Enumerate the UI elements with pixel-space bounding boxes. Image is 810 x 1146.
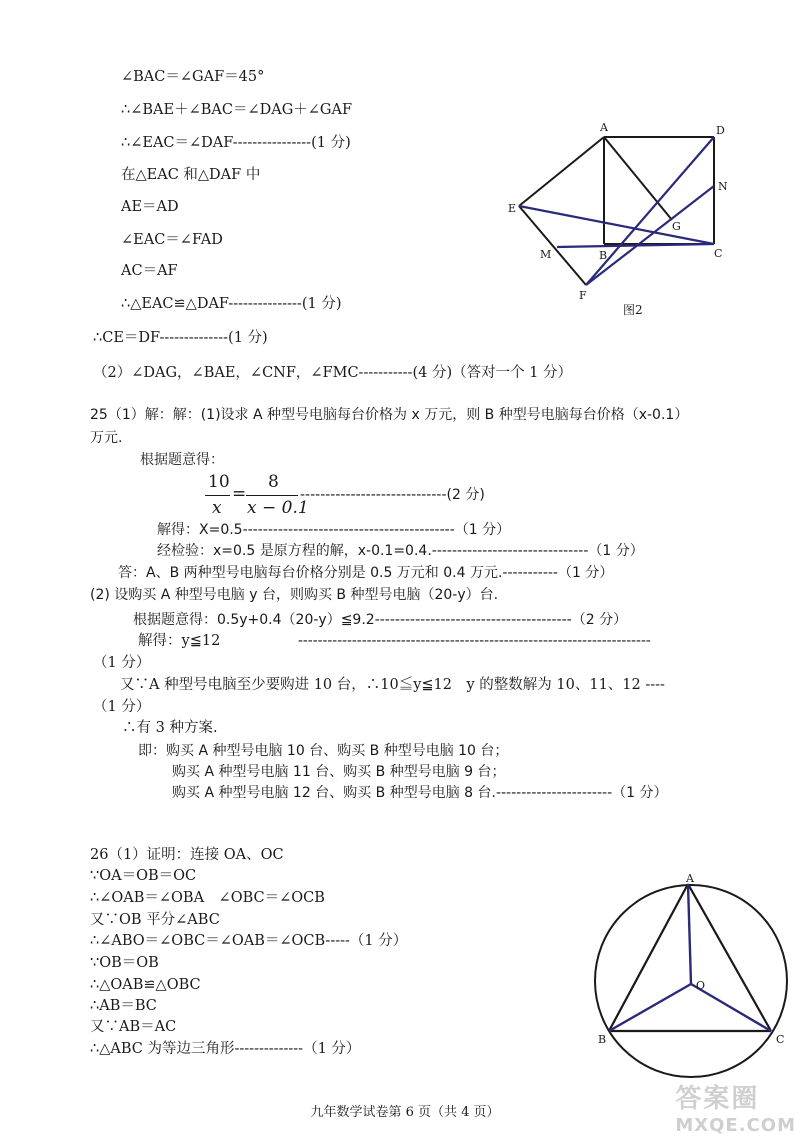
q26-line-8: ∴AB＝BC <box>90 998 157 1014</box>
q24-line-7: AC＝AF <box>121 263 178 279</box>
q26-line-10: ∴△ABC 为等边三角形--------------（1 分） <box>90 1041 361 1057</box>
q26-line-1: 26（1）证明：连接 OA、OC <box>90 847 284 863</box>
q25-plan-2: 购买 A 种型号电脑 11 台、购买 B 种型号电脑 9 台； <box>172 764 506 780</box>
q25-line-2: 万元. <box>90 430 123 446</box>
label-f: F <box>579 289 587 302</box>
fraction-bar-1 <box>205 495 230 496</box>
q24-line-2: ∴∠BAE＋∠BAC＝∠DAG＋∠GAF <box>121 102 353 118</box>
q24-line-1: ∠BAC＝∠GAF＝45° <box>121 69 265 85</box>
q25-line-5: 解得：X=0.5------------------------------------------（1 分） <box>157 522 511 538</box>
q24-line-5: AE＝AD <box>121 199 179 215</box>
segment-ae <box>519 137 604 206</box>
label-o: O <box>696 979 706 992</box>
q24-line-4: 在△EAC 和△DAF 中 <box>121 167 261 183</box>
equation-score: -----------------------------(2 分) <box>300 487 485 503</box>
q24-line-6: ∠EAC＝∠FAD <box>121 232 223 248</box>
label-g: G <box>672 220 681 233</box>
label-d: D <box>716 124 725 137</box>
label-e: E <box>508 202 517 215</box>
label-c: C <box>776 1033 785 1046</box>
segment-ag <box>604 137 672 220</box>
q25-line-10: 解得：y≦12 <box>138 633 221 649</box>
q26-line-4: 又∵OB 平分∠ABC <box>90 912 220 928</box>
fraction-numerator-1: 10 <box>208 472 230 492</box>
q24-line-9: ∴CE＝DF--------------(1 分) <box>93 330 268 346</box>
fraction-numerator-2: 8 <box>268 472 279 492</box>
figure-2-caption: 图2 <box>623 303 643 317</box>
segment-ac <box>688 884 771 1031</box>
q25-plan-1: 即：购买 A 种型号电脑 10 台、购买 B 种型号电脑 10 台； <box>138 743 509 759</box>
label-a: A <box>600 121 608 134</box>
segment-oa <box>688 884 691 984</box>
fraction-denominator-1: x <box>212 498 222 518</box>
q26-line-3: ∴∠OAB＝∠OBA ∠OBC＝∠OCB <box>90 890 325 906</box>
q25-line-3: 根据题意得： <box>140 452 224 468</box>
q26-line-2: ∵OA＝OB＝OC <box>90 868 197 884</box>
watermark-top: 答案圈 <box>675 1084 760 1114</box>
q25-plan-3: 购买 A 种型号电脑 12 台、购买 B 种型号电脑 8 台.-----------------------（1 分） <box>172 785 668 801</box>
equation-equals: = <box>232 484 247 504</box>
q25-line-12: 又∵A 种型号电脑至少要购进 10 台，∴10≦y≦12 y 的整数解为 10、11、12 ---- <box>120 677 665 693</box>
fraction-bar-2 <box>246 495 298 496</box>
watermark-bottom: MXQE.COM <box>675 1115 796 1136</box>
label-c: C <box>714 247 723 260</box>
q25-line-7: 答：A、B 两种型号电脑每台价格分别是 0.5 万元和 0.4 万元.-----------（1 分） <box>118 565 614 581</box>
q24-line-3: ∴∠EAC＝∠DAF----------------(1 分) <box>121 135 351 151</box>
figure-2-diagram <box>505 115 745 325</box>
q25-line-11: （1 分） <box>93 655 151 671</box>
label-a: A <box>686 872 694 885</box>
q24-line-8: ∴△EAC≌△DAF---------------(1 分) <box>121 296 342 312</box>
q26-line-9: 又∵AB＝AC <box>90 1019 177 1035</box>
q25-line-14: ∴有 3 种方案. <box>122 720 218 736</box>
q25-line-8: (2) 设购买 A 种型号电脑 y 台，则购买 B 种型号电脑（20-y）台. <box>90 587 499 603</box>
q26-line-7: ∴△OAB≌△OBC <box>90 977 201 993</box>
q25-line-1: 25（1）解：解：(1)设求 A 种型号电脑每台价格为 x 万元，则 B 种型号电脑每台价格（x-0.1） <box>90 407 689 423</box>
page-footer: 九年数学试卷第 6 页（共 4 页） <box>310 1105 500 1120</box>
q24-part2-answer: （2）∠DAG，∠BAE，∠CNF，∠FMC-----------(4 分)（答对一个 1 分） <box>93 365 573 381</box>
q25-line-13: （1 分） <box>93 699 151 715</box>
q25-line-6: 经检验：x=0.5 是原方程的解，x-0.1=0.4.-------------------------------（1 分） <box>157 543 644 559</box>
segment-fn <box>586 186 714 285</box>
q25-line-10-dashes: ------------------------------------------------------------------------ <box>298 633 651 649</box>
q26-line-6: ∵OB＝OB <box>90 955 159 971</box>
label-m: M <box>540 248 552 261</box>
label-n: N <box>718 180 728 193</box>
label-b: B <box>598 1033 607 1046</box>
segment-df <box>586 137 714 285</box>
segment-ec <box>519 206 714 244</box>
q26-line-5: ∴∠ABO＝∠OBC＝∠OAB＝∠OCB-----（1 分） <box>90 933 408 949</box>
circle-triangle-diagram <box>590 868 800 1088</box>
label-b: B <box>599 249 608 262</box>
q25-line-9: 根据题意得：0.5y+0.4（20-y）≦9.2---------------------------------------（2 分） <box>133 612 628 628</box>
watermark <box>675 1078 796 1136</box>
fraction-denominator-2: x − 0.1 <box>247 498 309 518</box>
